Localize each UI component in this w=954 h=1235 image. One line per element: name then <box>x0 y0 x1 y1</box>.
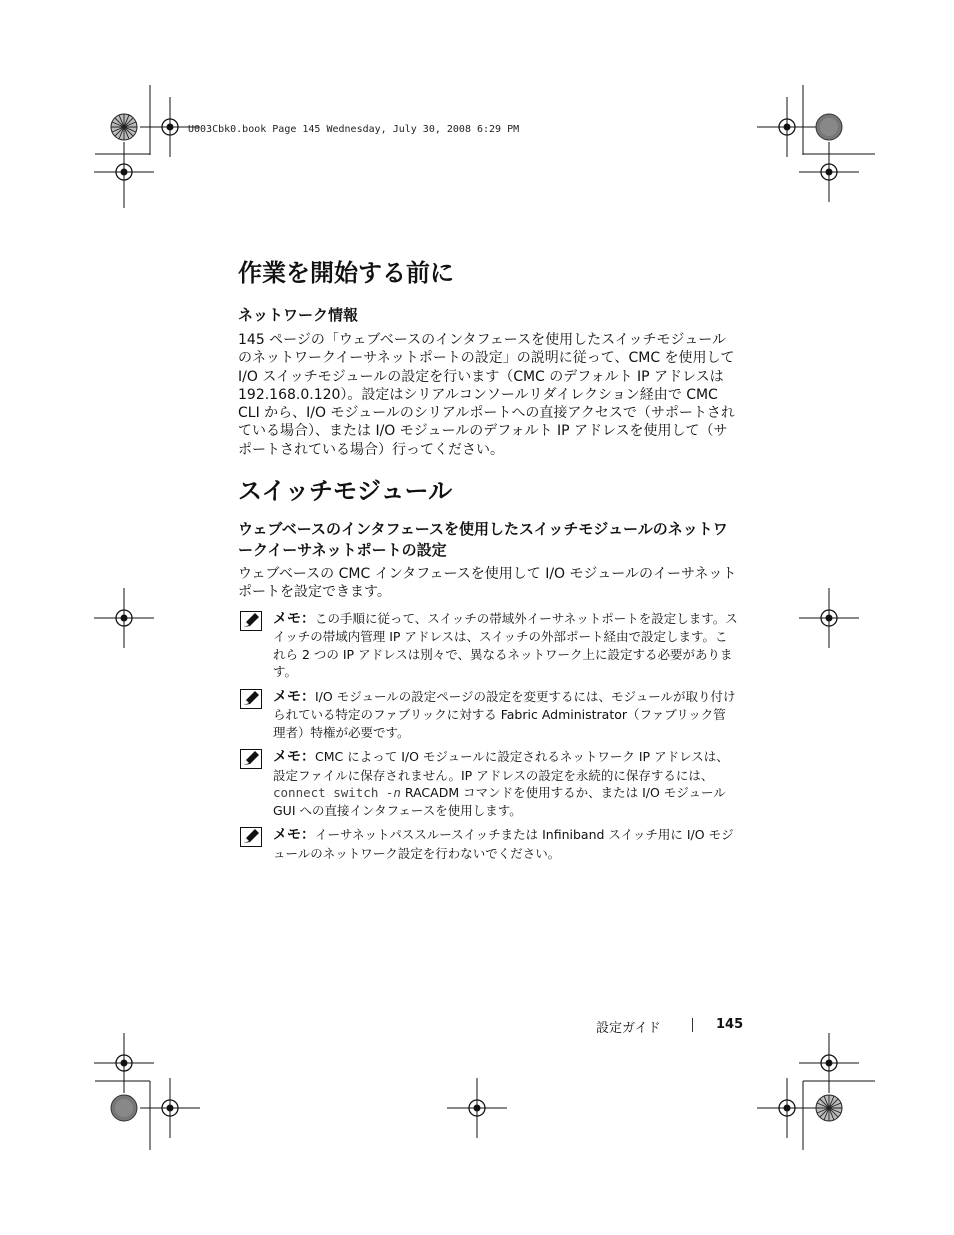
subsection-title-network-info: ネットワーク情報 <box>238 306 359 324</box>
grey-target-icon <box>816 114 842 140</box>
note-label: メモ： <box>273 827 315 844</box>
note-pencil-icon <box>240 827 262 847</box>
crosshair-icon <box>94 1033 154 1093</box>
crosshair-icon <box>757 97 817 157</box>
crosshair-icon <box>94 588 154 648</box>
web-config-paragraph: ウェブベースの CMC インタフェースを使用して I/O モジュールのイーサネットポートを設定できます。 <box>238 566 737 601</box>
note-2 <box>238 688 738 742</box>
note-label: メモ： <box>273 688 315 705</box>
command-variable: n <box>393 785 401 801</box>
network-info-paragraph: 145 ページの「ウェブベースのインタフェースを使用したスイッチモジュールのネットワークイーサネットポートの設定」の説明に従って、CMC を使用して I/O スイッチモジュールの設定を行います（CMC のデフォルト IP アドレスは 192.168.0.120）。設定はシリアルコンソールリダイレクション経由で CMC CLI から、I/O モジュールのシリアルポートへの直接アクセスで（サポートされている場合）、または I/O モジュールのデフォルト IP アドレスを使用して（サポートされている場合）行ってください。 <box>238 332 735 458</box>
note-text: CMC によって I/O モジュールに設定されるネットワーク IP アドレスは、設定ファイルに保存されません。IP アドレスの設定を永続的に保存するには、 <box>273 749 729 783</box>
star-target-icon <box>111 114 137 140</box>
section-title-switch-module: スイッチモジュール <box>238 477 453 506</box>
crosshair-icon <box>799 1033 859 1093</box>
crosshair-icon <box>799 588 859 648</box>
grey-target-icon <box>111 1095 137 1121</box>
subsection-title-web-config: ウェブベースのインタフェースを使用したスイッチモジュールのネットワークイーサネットポートの設定 <box>238 520 728 560</box>
footer-divider <box>692 1018 693 1032</box>
note-pencil-icon <box>240 611 262 631</box>
note-4 <box>238 826 738 862</box>
crosshair-icon <box>757 1078 817 1138</box>
crosshair-icon <box>140 1078 200 1138</box>
print-header: U003Cbk0.book Page 145 Wednesday, July 30, 2008 6:29 PM <box>188 124 520 135</box>
note-1 <box>238 610 738 681</box>
note-pencil-icon <box>240 689 262 709</box>
section-title-before-start: 作業を開始する前に <box>238 259 454 287</box>
note-text: この手順に従って、スイッチの帯域外イーサネットポートを設定します。スイッチの帯域内管理 IP アドレスは、スイッチの外部ポート経由で設定します。これら 2 つの IP アドレスは別々で、異なるネットワーク上に設定する必要があります。 <box>273 610 738 680</box>
note-text: I/O モジュールの設定ページの設定を変更するには、モジュールが取り付けられている特定のファブリックに対する Fabric Administrator（ファブリック管理者）特権が必要です。 <box>273 688 736 740</box>
page-content <box>238 255 738 862</box>
star-target-icon <box>816 1095 842 1121</box>
note-text: イーサネットパススルースイッチまたは Infiniband スイッチ用に I/O モジュールのネットワーク設定を行わないでください。 <box>273 827 734 861</box>
command-code: connect switch - <box>273 785 394 801</box>
note-label: メモ： <box>273 749 315 766</box>
footer-section-name: 設定ガイド <box>596 1021 661 1036</box>
page-number: 145 <box>716 1017 744 1032</box>
note-3 <box>238 748 738 819</box>
note-text: RACADM コマンドを使用するか、または I/O モジュール GUI への直接インタフェースを使用します。 <box>273 785 726 818</box>
crosshair-icon <box>799 142 859 202</box>
note-pencil-icon <box>240 749 262 769</box>
crosshair-icon <box>447 1078 507 1138</box>
note-label: メモ： <box>273 610 315 627</box>
